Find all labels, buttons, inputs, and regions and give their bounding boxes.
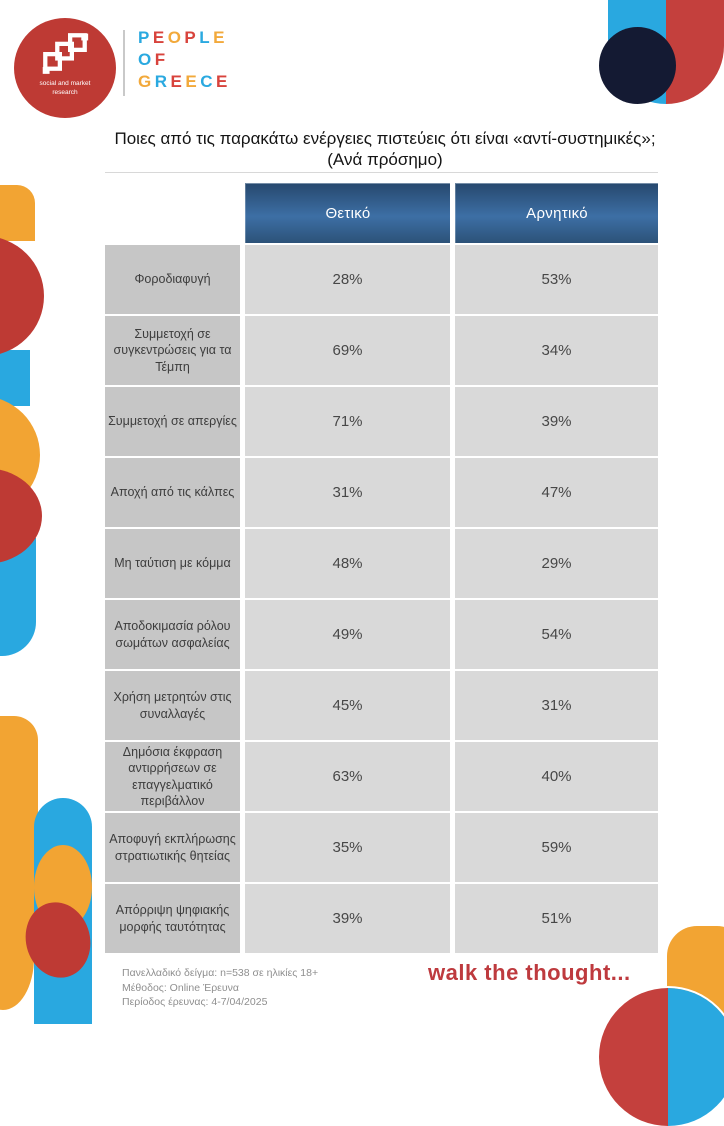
sample-note: Πανελλαδικό δείγμα: n=538 σε ηλικίες 18+: [122, 967, 319, 979]
positive-value: 31%: [245, 458, 450, 527]
negative-value: 34%: [455, 316, 658, 385]
negative-value: 54%: [455, 600, 658, 669]
row-label: Απόρριψη ψηφιακής μορφής ταυτότητας: [105, 884, 240, 953]
negative-value: 51%: [455, 884, 658, 953]
wordmark-letter: R: [154, 72, 171, 91]
decor-bottomright-red-blue-circle: [599, 988, 724, 1126]
positive-value: 71%: [245, 387, 450, 456]
stepped-squares-mark-icon: [39, 31, 91, 79]
people-of-greece-wordmark: [138, 27, 231, 93]
logo-caption-line1: social and market: [39, 80, 91, 87]
positive-value: 63%: [245, 742, 450, 811]
positive-value: 48%: [245, 529, 450, 598]
brand-divider: [123, 30, 125, 96]
negative-value: 39%: [455, 387, 658, 456]
period-note: Περίοδος έρευνας: 4-7/04/2025: [122, 996, 268, 1008]
company-logo: [14, 18, 116, 118]
positive-value: 69%: [245, 316, 450, 385]
wordmark-letter: O: [167, 28, 185, 47]
row-label: Αποφυγή εκπλήρωσης στρατιωτικής θητείας: [105, 813, 240, 882]
wordmark-line-1: [138, 27, 231, 49]
negative-value: 47%: [455, 458, 658, 527]
row-label: Φοροδιαφυγή: [105, 245, 240, 314]
wordmark-line-3: [138, 71, 231, 93]
page-title-line1: Ποιες από τις παρακάτω ενέργειες πιστεύεις ότι είναι «αντί-συστημικές»;: [114, 129, 656, 148]
page-title: [90, 128, 680, 170]
row-label: Δημόσια έκφραση αντιρρήσεων σε επαγγελματικό περιβάλλον: [105, 742, 240, 811]
wordmark-letter: C: [200, 72, 216, 91]
row-label: Αποδοκιμασία ρόλου σωμάτων ασφαλείας: [105, 600, 240, 669]
method-note: Μέθοδος: Online Έρευνα: [122, 981, 239, 994]
wordmark-letter: O: [138, 50, 155, 69]
decor-left-orange-top: [0, 185, 35, 241]
wordmark-letter: F: [154, 50, 169, 69]
page-title-line2: (Ανά πρόσημο): [327, 150, 443, 169]
decor-left-red-circle-1: [0, 236, 44, 356]
wordmark-letter: P: [184, 28, 200, 47]
row-label: Συμμετοχή σε συγκεντρώσεις για τα Τέμπη: [105, 316, 240, 385]
title-divider-line: [105, 172, 658, 173]
slogan-text: walk the thought...: [428, 960, 631, 985]
column-header-negative: Αρνητικό: [455, 183, 658, 243]
positive-value: 39%: [245, 884, 450, 953]
negative-value: 59%: [455, 813, 658, 882]
wordmark-letter: E: [215, 72, 231, 91]
survey-table: [105, 183, 658, 953]
decor-topright-navy-circle: [599, 27, 676, 104]
table-corner-cell: [105, 183, 240, 243]
positive-value: 28%: [245, 245, 450, 314]
negative-value: 40%: [455, 742, 658, 811]
wordmark-letter: L: [199, 28, 214, 47]
row-label: Μη ταύτιση με κόμμα: [105, 529, 240, 598]
positive-value: 45%: [245, 671, 450, 740]
logo-caption-line2: research: [52, 89, 78, 96]
negative-value: 53%: [455, 245, 658, 314]
wordmark-letter: E: [185, 72, 201, 91]
wordmark-line-2: [138, 49, 231, 71]
decor-left-blue-segment: [0, 350, 30, 406]
row-label: Συμμετοχή σε απεργίες: [105, 387, 240, 456]
wordmark-letter: E: [170, 72, 186, 91]
negative-value: 31%: [455, 671, 658, 740]
wordmark-letter: P: [138, 28, 153, 47]
wordmark-letter: G: [138, 72, 155, 91]
row-label: Αποχή από τις κάλπες: [105, 458, 240, 527]
wordmark-letter: E: [152, 28, 168, 47]
positive-value: 35%: [245, 813, 450, 882]
negative-value: 29%: [455, 529, 658, 598]
column-header-positive: Θετικό: [245, 183, 450, 243]
methodology-notes: [122, 966, 318, 1010]
wordmark-letter: E: [213, 28, 228, 47]
row-label: Χρήση μετρητών στις συναλλαγές: [105, 671, 240, 740]
positive-value: 49%: [245, 600, 450, 669]
